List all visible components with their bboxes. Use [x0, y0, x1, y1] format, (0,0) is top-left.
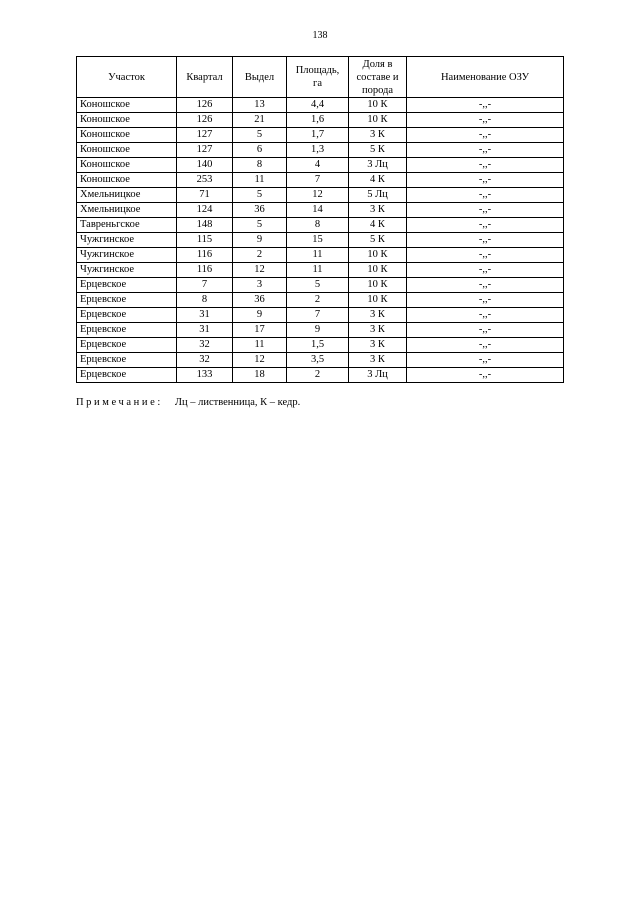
cell-area: 12 [287, 188, 349, 203]
table-row [77, 128, 564, 143]
cell-allotment: 36 [233, 293, 287, 308]
header-site: Участок [77, 57, 177, 98]
cell-ozu-name: -,,- [407, 203, 564, 218]
table-row [77, 98, 564, 113]
cell-site: Чужгинское [77, 263, 177, 278]
cell-area: 11 [287, 263, 349, 278]
table-row [77, 218, 564, 233]
cell-site: Коношское [77, 113, 177, 128]
cell-quarter: 133 [177, 368, 233, 383]
cell-site: Ерцевское [77, 338, 177, 353]
cell-share: 10 К [349, 98, 407, 113]
cell-site: Коношское [77, 143, 177, 158]
cell-ozu-name: -,,- [407, 338, 564, 353]
cell-share: 10 К [349, 248, 407, 263]
cell-quarter: 124 [177, 203, 233, 218]
table-row [77, 263, 564, 278]
cell-allotment: 3 [233, 278, 287, 293]
cell-area: 2 [287, 368, 349, 383]
cell-share: 4 К [349, 218, 407, 233]
cell-quarter: 31 [177, 323, 233, 338]
cell-quarter: 8 [177, 293, 233, 308]
forest-plots-table [76, 56, 564, 383]
cell-share: 5 К [349, 143, 407, 158]
cell-ozu-name: -,,- [407, 218, 564, 233]
cell-site: Коношское [77, 158, 177, 173]
table-row [77, 293, 564, 308]
cell-ozu-name: -,,- [407, 233, 564, 248]
header-area: Площадь, га [287, 57, 349, 98]
cell-area: 3,5 [287, 353, 349, 368]
cell-share: 4 К [349, 173, 407, 188]
cell-allotment: 2 [233, 248, 287, 263]
table-row [77, 353, 564, 368]
cell-share: 5 Лц [349, 188, 407, 203]
cell-allotment: 18 [233, 368, 287, 383]
cell-quarter: 126 [177, 98, 233, 113]
cell-quarter: 71 [177, 188, 233, 203]
header-row [77, 57, 564, 98]
cell-site: Ерцевское [77, 323, 177, 338]
header-allotment: Выдел [233, 57, 287, 98]
table-row [77, 248, 564, 263]
cell-area: 2 [287, 293, 349, 308]
cell-allotment: 9 [233, 308, 287, 323]
cell-allotment: 5 [233, 218, 287, 233]
cell-allotment: 9 [233, 233, 287, 248]
table-row [77, 233, 564, 248]
cell-share: 3 К [349, 128, 407, 143]
cell-share: 3 Лц [349, 368, 407, 383]
cell-ozu-name: -,,- [407, 173, 564, 188]
cell-allotment: 21 [233, 113, 287, 128]
cell-quarter: 140 [177, 158, 233, 173]
cell-allotment: 13 [233, 98, 287, 113]
cell-quarter: 127 [177, 128, 233, 143]
cell-area: 8 [287, 218, 349, 233]
cell-area: 11 [287, 248, 349, 263]
table-row [77, 368, 564, 383]
cell-quarter: 253 [177, 173, 233, 188]
cell-ozu-name: -,,- [407, 113, 564, 128]
cell-site: Ерцевское [77, 308, 177, 323]
cell-site: Тавреньгское [77, 218, 177, 233]
cell-quarter: 115 [177, 233, 233, 248]
table-note [76, 396, 576, 409]
table-row [77, 278, 564, 293]
cell-ozu-name: -,,- [407, 128, 564, 143]
cell-allotment: 8 [233, 158, 287, 173]
cell-ozu-name: -,,- [407, 293, 564, 308]
cell-quarter: 148 [177, 218, 233, 233]
cell-area: 7 [287, 308, 349, 323]
cell-share: 3 К [349, 203, 407, 218]
cell-ozu-name: -,,- [407, 368, 564, 383]
table-row [77, 338, 564, 353]
cell-quarter: 7 [177, 278, 233, 293]
cell-area: 14 [287, 203, 349, 218]
cell-share: 10 К [349, 278, 407, 293]
cell-ozu-name: -,,- [407, 98, 564, 113]
cell-share: 3 К [349, 323, 407, 338]
cell-area: 1,5 [287, 338, 349, 353]
cell-share: 10 К [349, 293, 407, 308]
cell-area: 4,4 [287, 98, 349, 113]
cell-ozu-name: -,,- [407, 263, 564, 278]
cell-allotment: 6 [233, 143, 287, 158]
cell-ozu-name: -,,- [407, 248, 564, 263]
cell-allotment: 5 [233, 128, 287, 143]
table-row [77, 308, 564, 323]
cell-share: 3 К [349, 308, 407, 323]
cell-share: 3 К [349, 338, 407, 353]
cell-ozu-name: -,,- [407, 188, 564, 203]
header-share: Доля в составе и порода [349, 57, 407, 98]
cell-site: Ерцевское [77, 278, 177, 293]
cell-ozu-name: -,,- [407, 353, 564, 368]
cell-share: 10 К [349, 113, 407, 128]
header-quarter: Квартал [177, 57, 233, 98]
cell-share: 10 К [349, 263, 407, 278]
cell-quarter: 31 [177, 308, 233, 323]
cell-area: 5 [287, 278, 349, 293]
cell-allotment: 17 [233, 323, 287, 338]
table-row [77, 158, 564, 173]
table-row [77, 188, 564, 203]
cell-site: Коношское [77, 128, 177, 143]
table-row [77, 113, 564, 128]
cell-ozu-name: -,,- [407, 308, 564, 323]
cell-ozu-name: -,,- [407, 278, 564, 293]
cell-share: 3 К [349, 353, 407, 368]
cell-quarter: 32 [177, 353, 233, 368]
cell-area: 1,6 [287, 113, 349, 128]
note-label: Примечание: [76, 397, 163, 408]
cell-share: 5 К [349, 233, 407, 248]
cell-allotment: 12 [233, 263, 287, 278]
cell-area: 1,7 [287, 128, 349, 143]
cell-quarter: 126 [177, 113, 233, 128]
table-row [77, 203, 564, 218]
page-number: 138 [312, 30, 328, 41]
cell-allotment: 11 [233, 338, 287, 353]
cell-allotment: 5 [233, 188, 287, 203]
cell-quarter: 32 [177, 338, 233, 353]
table-header [77, 57, 564, 98]
cell-ozu-name: -,,- [407, 158, 564, 173]
cell-quarter: 116 [177, 263, 233, 278]
cell-quarter: 116 [177, 248, 233, 263]
cell-area: 15 [287, 233, 349, 248]
cell-site: Чужгинское [77, 233, 177, 248]
cell-site: Ерцевское [77, 353, 177, 368]
cell-allotment: 11 [233, 173, 287, 188]
table-row [77, 173, 564, 188]
cell-area: 7 [287, 173, 349, 188]
cell-site: Хмельницкое [77, 203, 177, 218]
cell-area: 4 [287, 158, 349, 173]
cell-share: 3 Лц [349, 158, 407, 173]
cell-site: Чужгинское [77, 248, 177, 263]
table-row [77, 323, 564, 338]
cell-site: Коношское [77, 98, 177, 113]
header-ozu-name: Наименование ОЗУ [407, 57, 564, 98]
cell-site: Ерцевское [77, 293, 177, 308]
table-body [77, 98, 564, 383]
cell-quarter: 127 [177, 143, 233, 158]
cell-site: Хмельницкое [77, 188, 177, 203]
cell-site: Ерцевское [77, 368, 177, 383]
cell-area: 1,3 [287, 143, 349, 158]
note-text: Лц – лиственница, К – кедр. [174, 397, 301, 408]
table-row [77, 143, 564, 158]
cell-allotment: 36 [233, 203, 287, 218]
cell-site: Коношское [77, 173, 177, 188]
cell-allotment: 12 [233, 353, 287, 368]
cell-ozu-name: -,,- [407, 143, 564, 158]
cell-ozu-name: -,,- [407, 323, 564, 338]
cell-area: 9 [287, 323, 349, 338]
